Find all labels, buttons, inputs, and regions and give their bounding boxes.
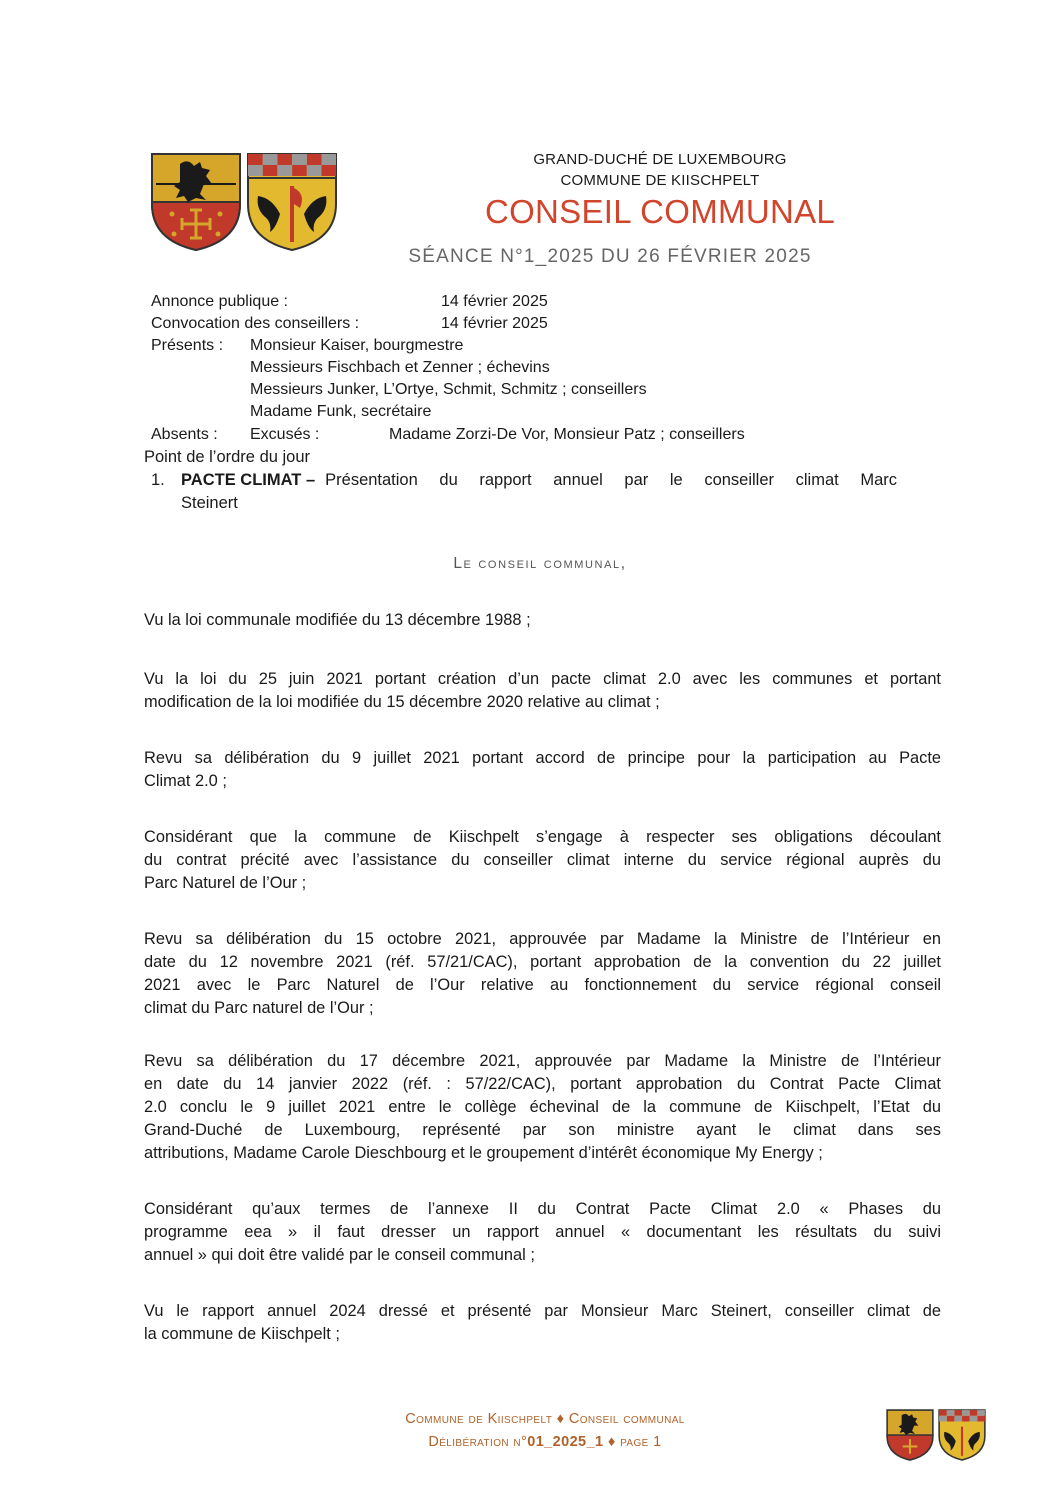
agenda-item-text-cont: Steinert	[181, 494, 238, 512]
seance-subtitle: SÉANCE N°1_2025 DU 26 FÉVRIER 2025	[408, 246, 812, 267]
paragraph-line: 2021 avec le Parc Naturel de l’Our relative au fonctionnement du service régional conseil	[144, 976, 941, 994]
footer-line-1: Commune de Kiischpelt ♦ Conseil communal	[405, 1411, 685, 1427]
agenda-number: 1.	[151, 471, 165, 489]
footer-deliberation-number: 01_2025_1	[527, 1434, 604, 1450]
paragraph	[144, 1050, 941, 1165]
paragraph	[144, 609, 941, 632]
coat-of-arms-lion-icon	[886, 1409, 934, 1461]
agenda-item-text: Présentation du rapport annuel par le conseiller climat Marc	[325, 471, 897, 489]
paragraph	[144, 1300, 941, 1346]
annonce-date: 14 février 2025	[441, 293, 548, 310]
present-member: Monsieur Kaiser, bourgmestre	[250, 337, 464, 354]
paragraph-line: attributions, Madame Carole Dieschbourg et le groupement d’intérêt économique My Energy ;	[144, 1144, 823, 1162]
paragraph-line: Revu sa délibération du 17 décembre 2021, approuvée par Madame la Ministre de l’Intérieur	[144, 1052, 941, 1070]
paragraph-line: la commune de Kiischpelt ;	[144, 1325, 340, 1343]
council-heading: Le conseil communal,	[453, 555, 627, 572]
paragraph	[144, 668, 941, 714]
paragraph-line: Grand-Duché de Luxembourg, représenté par son ministre ayant le climat dans ses	[144, 1121, 941, 1139]
paragraph-line: Vu la loi du 25 juin 2021 portant création d’un pacte climat 2.0 avec les communes et portant	[144, 670, 941, 688]
present-member: Messieurs Fischbach et Zenner ; échevins	[250, 359, 550, 376]
paragraph-line: en date du 14 janvier 2022 (réf. : 57/22/CAC), portant approbation du Contrat Pacte Climat	[144, 1075, 941, 1093]
paragraph-line: 2.0 conclu le 9 juillet 2021 entre le collège échevinal de la commune de Kiischpelt, l’Etat du	[144, 1098, 941, 1116]
paragraph-line: programme eea » il faut dresser un rapport annuel « documentant les résultats du suivi	[144, 1223, 941, 1241]
paragraph-line: Revu sa délibération du 9 juillet 2021 portant accord de principe pour la participation au Pacte	[144, 749, 941, 767]
paragraph-line: Considérant que la commune de Kiischpelt s’engage à respecter ses obligations découlant	[144, 828, 941, 846]
footer-page: ♦ page 1	[607, 1434, 662, 1450]
annonce-label: Annonce publique :	[151, 293, 288, 310]
paragraph	[144, 928, 941, 1020]
agenda-item	[181, 469, 897, 492]
paragraph-line: Vu le rapport annuel 2024 dressé et présenté par Monsieur Marc Steinert, conseiller climat de	[144, 1302, 941, 1320]
coat-of-arms-axe-icon	[246, 152, 338, 252]
agenda-item-bold: PACTE CLIMAT –	[181, 471, 316, 489]
excuses-label: Excusés :	[250, 426, 320, 443]
presents-label: Présents :	[151, 337, 224, 354]
absents-label: Absents :	[151, 426, 218, 443]
footer-line-2	[300, 1434, 790, 1450]
agenda-heading: Point de l’ordre du jour	[144, 448, 311, 466]
convocation-date: 14 février 2025	[441, 315, 548, 332]
coat-of-arms-axe-icon	[938, 1409, 986, 1461]
paragraph-line: Climat 2.0 ;	[144, 772, 227, 790]
paragraph	[144, 747, 941, 793]
coat-of-arms-lion-icon	[150, 152, 242, 252]
convocation-label: Convocation des conseillers :	[151, 315, 360, 332]
paragraph-line: du contrat précité avec l’assistance du conseiller climat interne du service régional auprès du	[144, 851, 941, 869]
page-title: CONSEIL COMMUNAL	[484, 193, 836, 230]
paragraph-line: Parc Naturel de l’Our ;	[144, 874, 307, 892]
present-member: Messieurs Junker, L’Ortye, Schmit, Schmitz ; conseillers	[250, 381, 647, 398]
commune-name: COMMUNE DE KIISCHPELT	[560, 172, 760, 189]
paragraph-line: modification de la loi modifiée du 15 décembre 2020 relative au climat ;	[144, 693, 660, 711]
paragraph-line: climat du Parc naturel de l’Our ;	[144, 999, 374, 1017]
footer-deliberation-label: Délibération n°	[428, 1434, 528, 1450]
country-name: GRAND-DUCHÉ DE LUXEMBOURG	[533, 151, 787, 168]
excuses-list: Madame Zorzi-De Vor, Monsieur Patz ; conseillers	[389, 426, 745, 443]
paragraph-line: Revu sa délibération du 15 octobre 2021, approuvée par Madame la Ministre de l’Intérieur en	[144, 930, 941, 948]
paragraph	[144, 826, 941, 895]
present-member: Madame Funk, secrétaire	[250, 403, 432, 420]
paragraph-line: date du 12 novembre 2021 (réf. 57/21/CAC), portant approbation de la convention du 22 juillet	[144, 953, 941, 971]
paragraph-line: Considérant qu’aux termes de l’annexe II du Contrat Pacte Climat 2.0 « Phases du	[144, 1200, 941, 1218]
paragraph	[144, 1198, 941, 1267]
paragraph-line: annuel » qui doit être validé par le conseil communal ;	[144, 1246, 535, 1264]
paragraph-line: Vu la loi communale modifiée du 13 décembre 1988 ;	[144, 611, 531, 629]
